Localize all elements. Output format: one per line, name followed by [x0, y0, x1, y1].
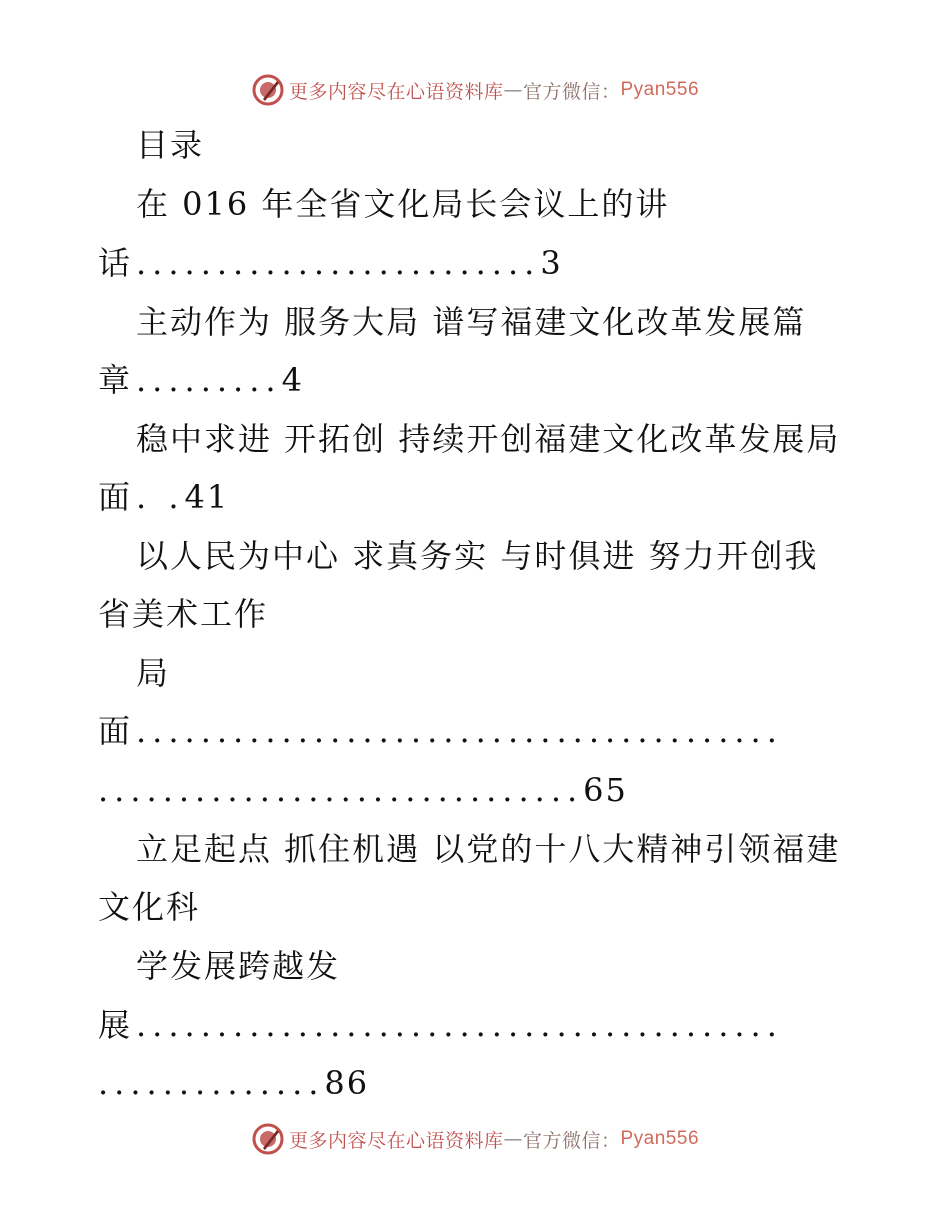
toc-entry-5-page: 86 — [324, 1064, 370, 1102]
toc-entry-5-title-cont2: 学发展跨越发 — [136, 947, 341, 985]
toc-entry-1-leader — [98, 243, 563, 283]
toc-entry-3-title: 稳中求进 开拓创 持续开创福建文化改革发展局 — [136, 420, 841, 458]
footer-wechat-id: Pyan556 — [620, 1128, 700, 1149]
footer-watermark — [0, 1119, 950, 1159]
toc-entry-1-dots: 话......................... — [98, 244, 541, 282]
toc-entry-4-title-cont2: 局 — [136, 654, 171, 692]
header-wechat-label: 官方微信： — [522, 80, 621, 103]
header-watermark — [0, 70, 950, 110]
toc-entry-5-leader — [98, 1005, 783, 1045]
footer-text: 更多内容尽在心语资料库 — [288, 1129, 504, 1152]
toc-entry-2-leader — [98, 360, 304, 400]
toc-entry-4-page: 65 — [583, 771, 628, 809]
toc-entry-2-title: 主动作为 服务大局 谱写福建文化改革发展篇 — [136, 303, 807, 341]
toc-entry-3-dots: 面. . — [98, 478, 185, 516]
toc-entry-3-leader — [98, 477, 229, 517]
footer-wechat-label: 官方微信： — [522, 1129, 621, 1152]
brand-logo-icon — [251, 73, 285, 107]
header-wechat-id: Pyan556 — [620, 79, 700, 100]
header-dash: — — [503, 79, 523, 101]
header-text: 更多内容尽在心语资料库 — [288, 80, 504, 103]
toc-entry-1-page: 3 — [540, 244, 563, 282]
toc-entry-4-dots-cont: .............................. — [98, 771, 584, 809]
toc-entry-5-dots: 展........................................ — [98, 1006, 783, 1044]
toc-entry-4-leader — [98, 711, 783, 751]
toc-entry-5-title: 立足起点 抓住机遇 以党的十八大精神引领福建 — [136, 830, 841, 868]
toc-entry-2-dots: 章......... — [98, 361, 282, 399]
toc-entry-1-title: 在 016 年全省文化局长会议上的讲 — [136, 185, 670, 223]
toc-entry-5-leader-cont — [98, 1063, 369, 1103]
toc-title: 目录 — [136, 126, 205, 164]
toc-entry-4-leader-cont — [98, 770, 628, 810]
toc-entry-2-page: 4 — [281, 361, 304, 399]
toc-entry-4-title-cont: 省美术工作 — [98, 595, 269, 633]
footer-dash: — — [503, 1128, 523, 1150]
brand-logo-icon — [251, 1122, 285, 1156]
toc-entry-4-dots: 面........................................ — [98, 712, 783, 750]
toc-entry-5-title-cont: 文化科 — [98, 888, 201, 926]
toc-entry-5-dots-cont: .............. — [98, 1064, 325, 1102]
toc-entry-4-title: 以人民为中心 求真务实 与时俱进 努力开创我 — [136, 537, 819, 575]
toc-entry-3-page: 41 — [184, 478, 230, 516]
